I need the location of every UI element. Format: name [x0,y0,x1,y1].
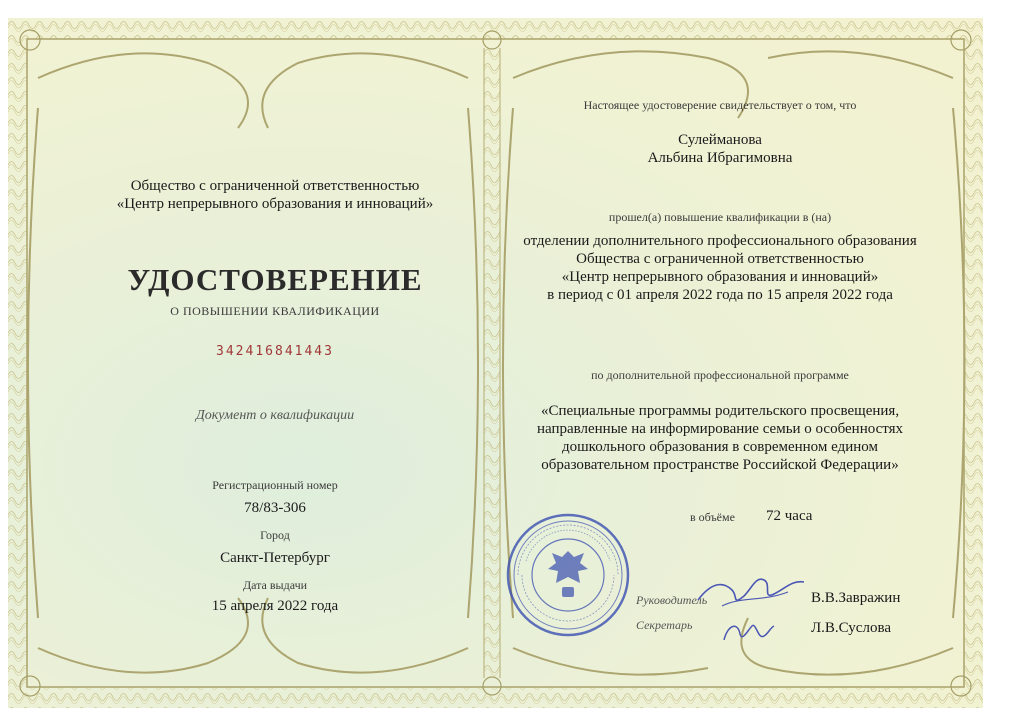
secretary-name: Л.В.Суслова [811,620,891,636]
program-line4: образовательном пространстве Российской Федерации» [541,457,899,473]
head-name: В.В.Завражин [811,590,901,606]
serial-number: 342416841443 [216,344,334,359]
head-label: Руководитель [636,593,708,607]
document-type: Документ о квалификации [195,408,355,423]
issue-date-value: 15 апреля 2022 года [211,598,339,614]
reg-number-value: 78/83-306 [244,500,306,516]
volume-value: 72 часа [766,508,813,524]
official-stamp-seal [504,511,632,639]
intro-text: Настоящее удостоверение свидетельствует о том, что [583,98,857,112]
recipient-surname: Сулейманова [678,132,762,148]
program-label: по дополнительной профессиональной программе [591,368,849,382]
reg-number-label: Регистрационный номер [212,478,338,492]
city-label: Город [260,528,290,542]
volume-label: в объёме [690,510,735,524]
certificate-subtitle: О ПОВЫШЕНИИ КВАЛИФИКАЦИИ [170,304,380,318]
left-org-line1: Общество с ограниченной ответственностью [130,178,420,194]
passed-text: прошел(а) повышение квалификации в (на) [608,210,832,224]
recipient-name: Альбина Ибрагимовна [647,150,793,166]
issue-date-label: Дата выдачи [242,578,308,592]
dept-line2: Общества с ограниченной ответственностью [576,251,864,267]
dept-line3: «Центр непрерывного образования и инноваций» [561,269,879,285]
secretary-label: Секретарь [636,618,693,632]
city-value: Санкт-Петербург [220,550,330,566]
dept-line1: отделении дополнительного профессионального образования [523,233,917,249]
program-line3: дошкольного образования в современном едином [561,439,878,455]
program-line1: «Специальные программы родительского просвещения, [540,403,900,419]
program-line2: направленные на информирование семьи о особенностях [536,421,904,437]
left-org-line2: «Центр непрерывного образования и инноваций» [116,196,434,212]
study-period: в период с 01 апреля 2022 года по 15 апреля 2022 года [547,287,893,303]
head-signature-icon [692,566,812,614]
secretary-signature-icon [718,616,778,648]
certificate-title: УДОСТОВЕРЕНИЕ [127,262,423,297]
